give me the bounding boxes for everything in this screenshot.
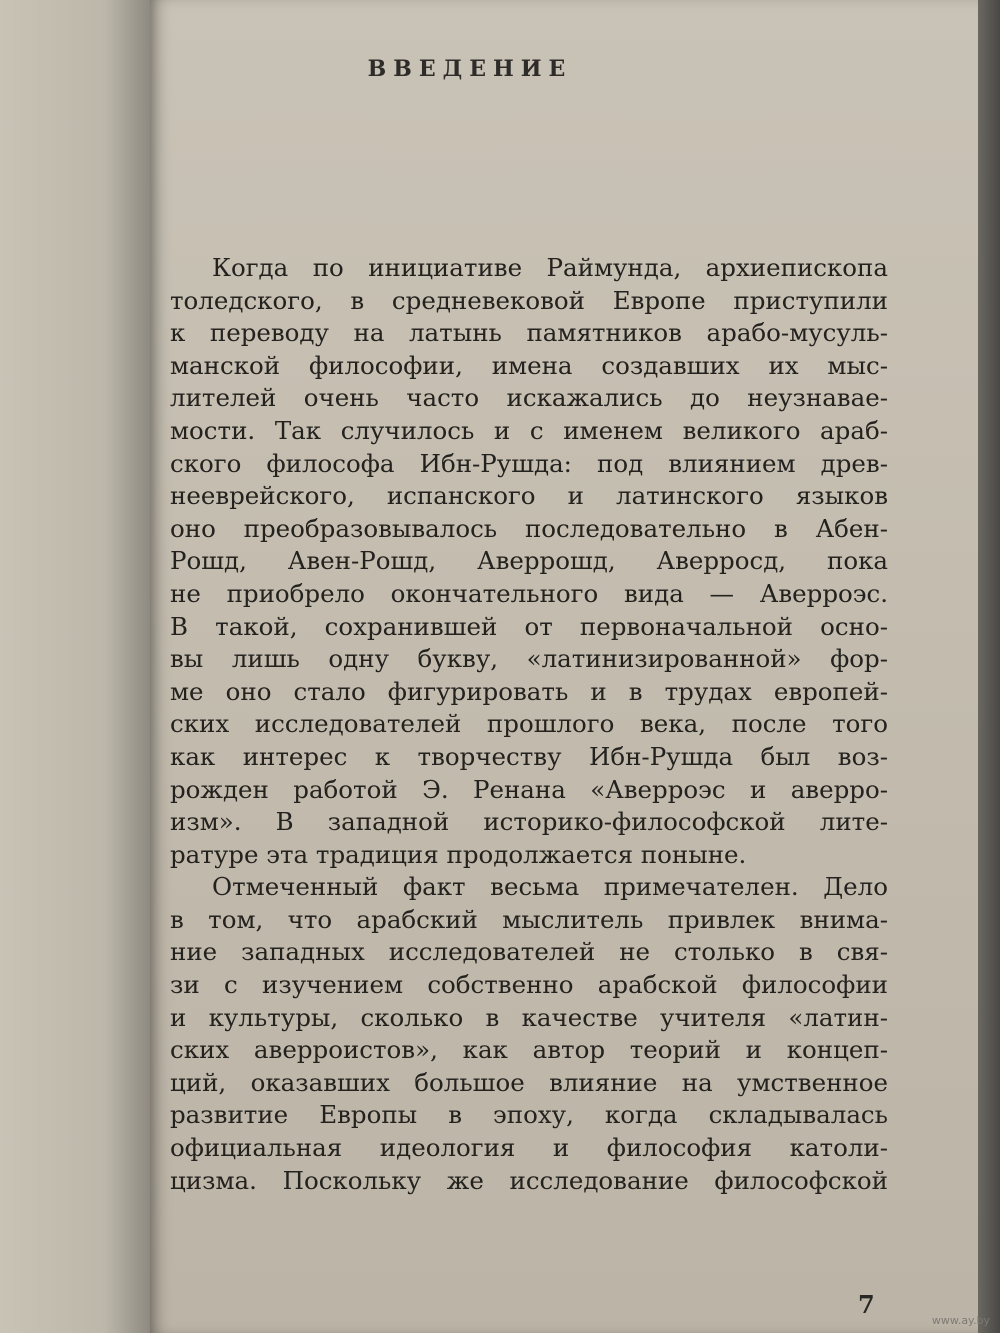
text-line: ме оно стало фигурировать и в трудах европей- (170, 676, 888, 706)
watermark: www.ay.by (931, 1314, 990, 1327)
text-line: оно преобразовывалось последовательно в Абен- (170, 513, 888, 543)
page-right-edge (978, 0, 1000, 1333)
text-line: и культуры, сколько в качестве учителя «латин- (170, 1002, 888, 1032)
text-line: изм». В западной историко-философской лите- (170, 807, 888, 837)
text-line: как интерес к творчеству Ибн-Рушда был воз- (170, 741, 888, 771)
text-line: ских исследователей прошлого века, после того (170, 709, 888, 739)
text-line: вы лишь одну букву, «латинизированной» фор- (170, 644, 888, 674)
text-line: В такой, сохранившей от первоначальной осно- (170, 611, 888, 641)
text-line: манской философии, имена создавших их мыс- (170, 350, 888, 380)
text-line: в том, что арабский мыслитель привлек внима- (170, 904, 888, 934)
facing-page-edge (0, 0, 150, 1333)
body-text (170, 252, 888, 1197)
chapter-heading: ВВЕДЕНИЕ (367, 56, 573, 82)
text-line: зи с изучением собственно арабской философии (170, 970, 888, 1000)
text-line: ских аверроистов», как автор теорий и концеп- (170, 1035, 888, 1065)
page-number: 7 (858, 1290, 875, 1319)
text-line: развитие Европы в эпоху, когда складывалась (170, 1100, 888, 1130)
text-line: лителей очень часто искажались до неузнавае- (170, 383, 888, 413)
text-line: не приобрело окончательного вида — Аверроэс. (170, 578, 888, 608)
text-line: Отмеченный факт весьма примечателен. Дело (212, 872, 888, 902)
text-line: ского философа Ибн-Рушда: под влиянием древ- (170, 448, 888, 478)
text-line: мости. Так случилось и с именем великого араб- (170, 415, 888, 445)
text-line: нееврейского, испанского и латинского языков (170, 481, 888, 511)
text-line: цизма. Поскольку же исследование философской (170, 1165, 888, 1195)
text-line: ратуре эта традиция продолжается поныне. (170, 839, 747, 869)
text-line: официальная идеология и философия католи- (170, 1133, 888, 1163)
text-line: Когда по инициативе Раймунда, архиепископа (212, 253, 888, 282)
text-line: ние западных исследователей не столько в свя- (170, 937, 888, 967)
text-line: к переводу на латынь памятников арабо-мусуль- (170, 318, 888, 348)
text-line: рожден работой Э. Ренана «Аверроэс и аверро- (170, 774, 888, 804)
text-line: ций, оказавших большое влияние на умственное (170, 1067, 888, 1097)
text-line: толедского, в средневековой Европе приступили (170, 285, 888, 315)
text-line: Рошд, Авен-Рошд, Аверрошд, Аверросд, пока (170, 546, 888, 576)
